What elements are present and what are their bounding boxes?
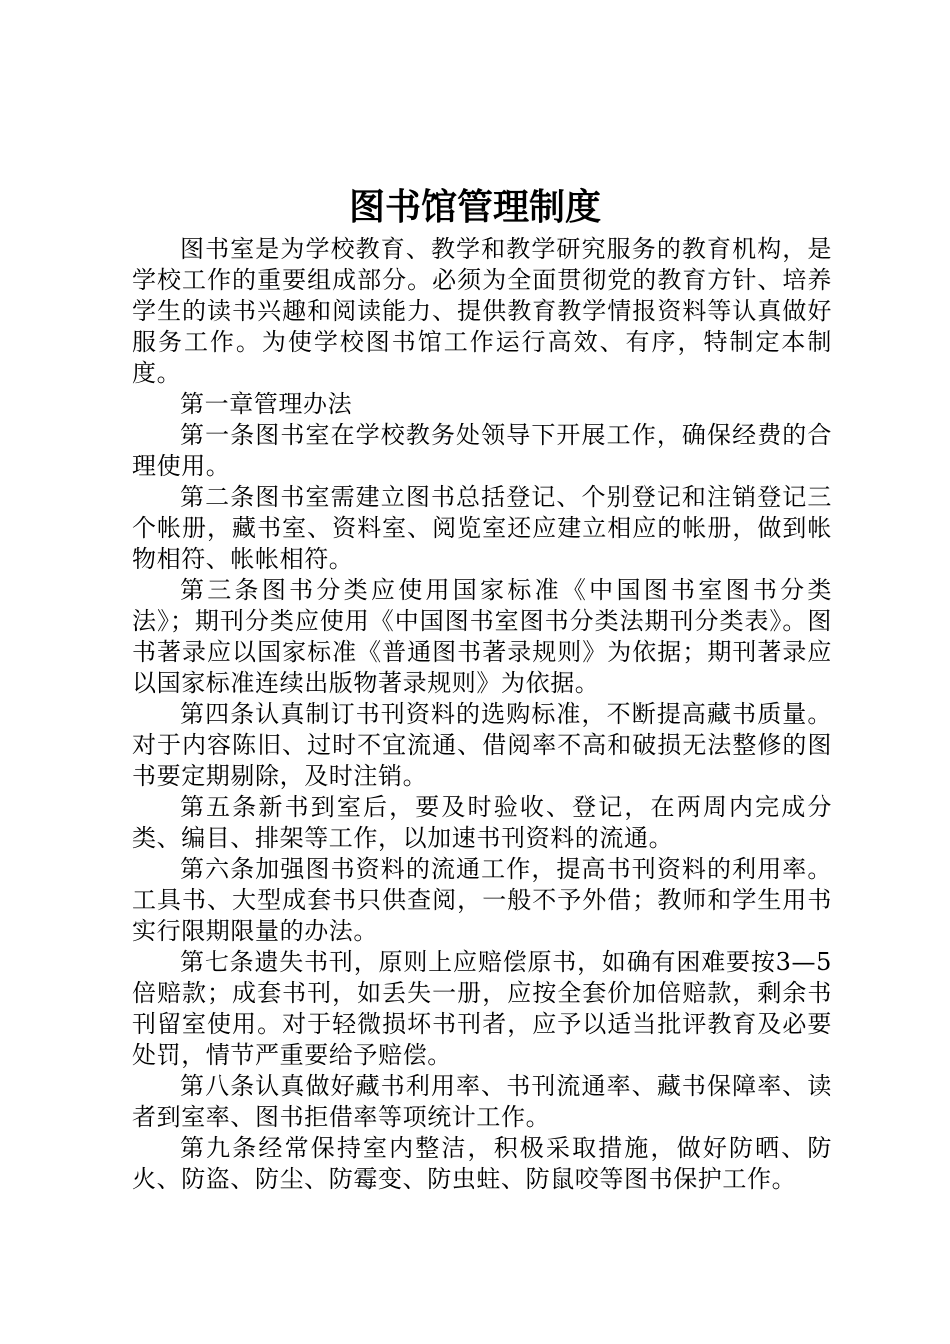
article-6-paragraph: 第六条加强图书资料的流通工作，提高书刊资料的利用率。工具书、大型成套书只供查阅，一般不予外借；教师和学生用书实行限期限量的办法。 bbox=[132, 855, 832, 945]
article-7-paragraph: 第七条遗失书刊，原则上应赔偿原书，如确有困难要按3—5倍赔款；成套书刊，如丢失一册，应按全套价加倍赔款，剩余书刊留室使用。对于轻微损坏书刊者，应予以适当批评教育及必要处罚，情节严重要给予赔偿。 bbox=[132, 948, 832, 1069]
document-body bbox=[132, 234, 832, 1195]
article-4-paragraph: 第四条认真制订书刊资料的选购标准，不断提高藏书质量。对于内容陈旧、过时不宜流通、借阅率不高和破损无法整修的图书要定期剔除，及时注销。 bbox=[132, 700, 832, 790]
intro-paragraph: 图书室是为学校教育、教学和教学研究服务的教育机构，是学校工作的重要组成部分。必须为全面贯彻党的教育方针、培养学生的读书兴趣和阅读能力、提供教育教学情报资料等认真做好服务工作。为使学校图书馆工作运行高效、有序，特制定本制度。 bbox=[132, 235, 832, 387]
article-2-paragraph: 第二条图书室需建立图书总括登记、个别登记和注销登记三个帐册，藏书室、资料室、阅览室还应建立相应的帐册，做到帐物相符、帐帐相符。 bbox=[132, 483, 832, 573]
article-1-paragraph: 第一条图书室在学校教务处领导下开展工作，确保经费的合理使用。 bbox=[132, 421, 832, 480]
document-title: 图书馆管理制度 bbox=[348, 187, 601, 228]
article-5-paragraph: 第五条新书到室后，要及时验收、登记，在两周内完成分类、编目、排架等工作，以加速书刊资料的流通。 bbox=[132, 793, 832, 852]
article-3-paragraph: 第三条图书分类应使用国家标准《中国图书室图书分类法》；期刊分类应使用《中国图书室图书分类法期刊分类表》。图书著录应以国家标准《普通图书著录规则》为依据；期刊著录应以国家标准连续出版物著录规则》为依据。 bbox=[132, 576, 832, 697]
chapter-heading: 第一章管理办法 bbox=[180, 390, 353, 418]
article-8-paragraph: 第八条认真做好藏书利用率、书刊流通率、藏书保障率、读者到室率、图书拒借率等项统计工作。 bbox=[132, 1072, 832, 1131]
article-9-paragraph: 第九条经常保持室内整洁，积极采取措施，做好防晒、防火、防盗、防尘、防霉变、防虫蛀、防鼠咬等图书保护工作。 bbox=[132, 1134, 832, 1193]
